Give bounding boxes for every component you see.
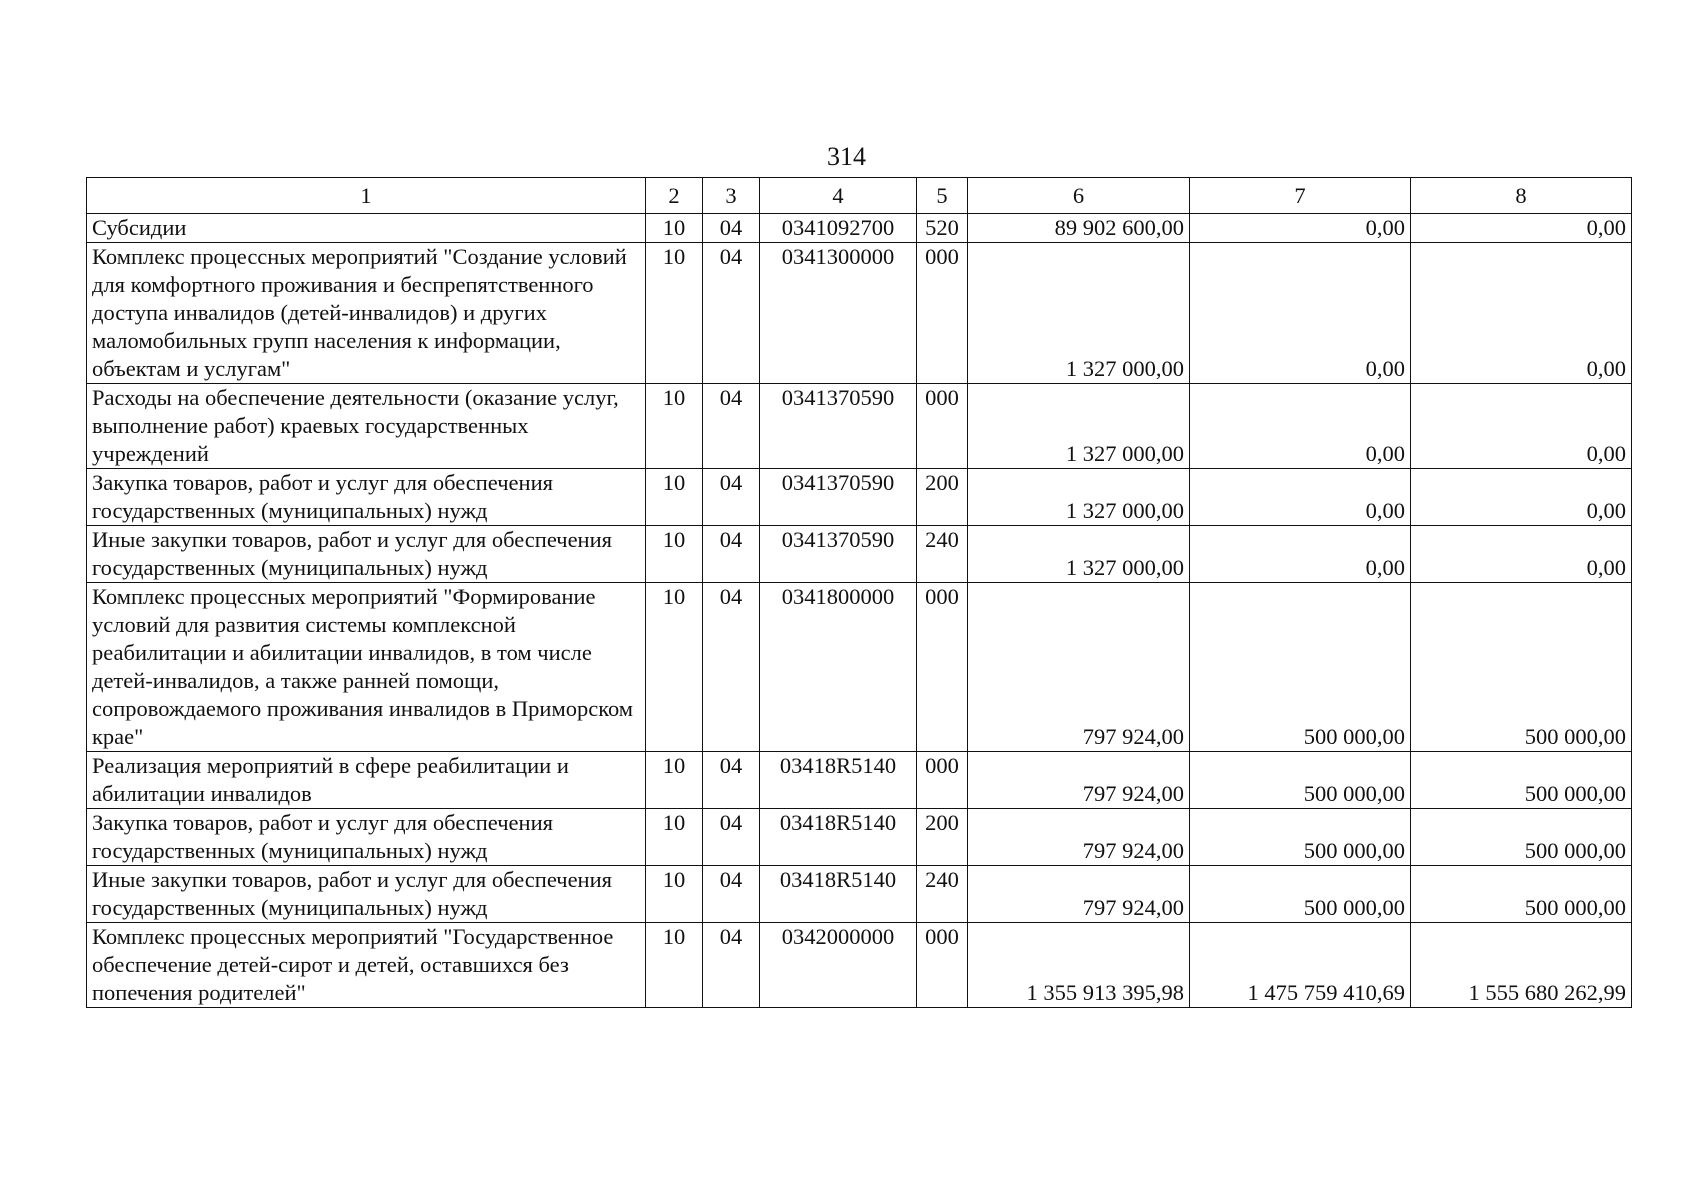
table-row [87,214,1632,243]
row-name-cell: Комплекс процессных мероприятий "Формирование условий для развития системы комплексной реабилитации и абилитации инвалидов, в том числе детей-инвалидов, а также ранней помощи, сопровождаемого проживания инвалидов в Приморском крае" [87,583,646,752]
column-header-4: 4 [760,178,917,214]
table-row [87,243,1632,384]
target-article-cell: 03418R5140 [760,866,917,923]
expense-type-cell: 520 [917,214,968,243]
amount-col6-cell: 1 327 000,00 [968,243,1190,384]
expense-type-cell: 200 [917,469,968,526]
amount-col7-cell: 500 000,00 [1190,752,1411,809]
amount-col8-cell: 500 000,00 [1411,583,1632,752]
amount-col6-cell: 1 327 000,00 [968,469,1190,526]
target-article-cell: 0341370590 [760,469,917,526]
amount-col7-cell: 0,00 [1190,243,1411,384]
table-row [87,526,1632,583]
row-name-cell: Реализация мероприятий в сфере реабилитации и абилитации инвалидов [87,752,646,809]
amount-col8-cell: 500 000,00 [1411,809,1632,866]
section-code-cell: 10 [646,923,703,1008]
subsection-code-cell: 04 [703,923,760,1008]
amount-col7-cell: 0,00 [1190,384,1411,469]
amount-col7-cell: 0,00 [1190,214,1411,243]
amount-col8-cell: 0,00 [1411,243,1632,384]
expense-type-cell: 000 [917,583,968,752]
expense-type-cell: 000 [917,384,968,469]
subsection-code-cell: 04 [703,469,760,526]
target-article-cell: 03418R5140 [760,809,917,866]
amount-col6-cell: 797 924,00 [968,866,1190,923]
amount-col8-cell: 0,00 [1411,214,1632,243]
row-name-cell: Комплекс процессных мероприятий "Создание условий для комфортного проживания и беспрепятственного доступа инвалидов (детей-инвалидов) и других маломобильных групп населения к информации, объектам и услугам" [87,243,646,384]
column-header-7: 7 [1190,178,1411,214]
section-code-cell: 10 [646,866,703,923]
column-header-3: 3 [703,178,760,214]
row-name-cell: Расходы на обеспечение деятельности (оказание услуг, выполнение работ) краевых государственных учреждений [87,384,646,469]
amount-col6-cell: 1 327 000,00 [968,384,1190,469]
expense-type-cell: 240 [917,526,968,583]
row-name-cell: Иные закупки товаров, работ и услуг для обеспечения государственных (муниципальных) нужд [87,526,646,583]
section-code-cell: 10 [646,384,703,469]
row-name-cell: Закупка товаров, работ и услуг для обеспечения государственных (муниципальных) нужд [87,469,646,526]
section-code-cell: 10 [646,809,703,866]
column-header-2: 2 [646,178,703,214]
column-header-8: 8 [1411,178,1632,214]
table-row [87,809,1632,866]
amount-col6-cell: 797 924,00 [968,583,1190,752]
row-name-cell: Комплекс процессных мероприятий "Государственное обеспечение детей-сирот и детей, оставшихся без попечения родителей" [87,923,646,1008]
amount-col6-cell: 1 355 913 395,98 [968,923,1190,1008]
target-article-cell: 0341300000 [760,243,917,384]
amount-col8-cell: 1 555 680 262,99 [1411,923,1632,1008]
target-article-cell: 0341370590 [760,526,917,583]
amount-col7-cell: 1 475 759 410,69 [1190,923,1411,1008]
amount-col8-cell: 500 000,00 [1411,866,1632,923]
subsection-code-cell: 04 [703,214,760,243]
amount-col6-cell: 797 924,00 [968,809,1190,866]
column-number-row [87,178,1632,214]
table-row [87,866,1632,923]
target-article-cell: 03418R5140 [760,752,917,809]
section-code-cell: 10 [646,583,703,752]
target-article-cell: 0342000000 [760,923,917,1008]
column-header-5: 5 [917,178,968,214]
subsection-code-cell: 04 [703,866,760,923]
expense-type-cell: 000 [917,752,968,809]
expense-type-cell: 000 [917,243,968,384]
page-number: 314 [827,142,866,171]
amount-col8-cell: 0,00 [1411,469,1632,526]
amount-col6-cell: 797 924,00 [968,752,1190,809]
subsection-code-cell: 04 [703,809,760,866]
amount-col8-cell: 0,00 [1411,526,1632,583]
expense-type-cell: 200 [917,809,968,866]
amount-col7-cell: 500 000,00 [1190,583,1411,752]
row-name-cell: Иные закупки товаров, работ и услуг для обеспечения государственных (муниципальных) нужд [87,866,646,923]
row-name-cell: Субсидии [87,214,646,243]
expense-type-cell: 240 [917,866,968,923]
column-header-6: 6 [968,178,1190,214]
section-code-cell: 10 [646,469,703,526]
amount-col8-cell: 0,00 [1411,384,1632,469]
row-name-cell: Закупка товаров, работ и услуг для обеспечения государственных (муниципальных) нужд [87,809,646,866]
target-article-cell: 0341092700 [760,214,917,243]
subsection-code-cell: 04 [703,752,760,809]
target-article-cell: 0341370590 [760,384,917,469]
subsection-code-cell: 04 [703,526,760,583]
amount-col7-cell: 0,00 [1190,469,1411,526]
amount-col8-cell: 500 000,00 [1411,752,1632,809]
budget-table [86,177,1632,1008]
table-row [87,752,1632,809]
expense-type-cell: 000 [917,923,968,1008]
amount-col6-cell: 89 902 600,00 [968,214,1190,243]
amount-col6-cell: 1 327 000,00 [968,526,1190,583]
amount-col7-cell: 500 000,00 [1190,809,1411,866]
amount-col7-cell: 0,00 [1190,526,1411,583]
section-code-cell: 10 [646,243,703,384]
amount-col7-cell: 500 000,00 [1190,866,1411,923]
table-row [87,923,1632,1008]
subsection-code-cell: 04 [703,384,760,469]
table-row [87,469,1632,526]
section-code-cell: 10 [646,752,703,809]
table-row [87,384,1632,469]
subsection-code-cell: 04 [703,583,760,752]
target-article-cell: 0341800000 [760,583,917,752]
column-header-1: 1 [87,178,646,214]
section-code-cell: 10 [646,526,703,583]
section-code-cell: 10 [646,214,703,243]
subsection-code-cell: 04 [703,243,760,384]
table-row [87,583,1632,752]
